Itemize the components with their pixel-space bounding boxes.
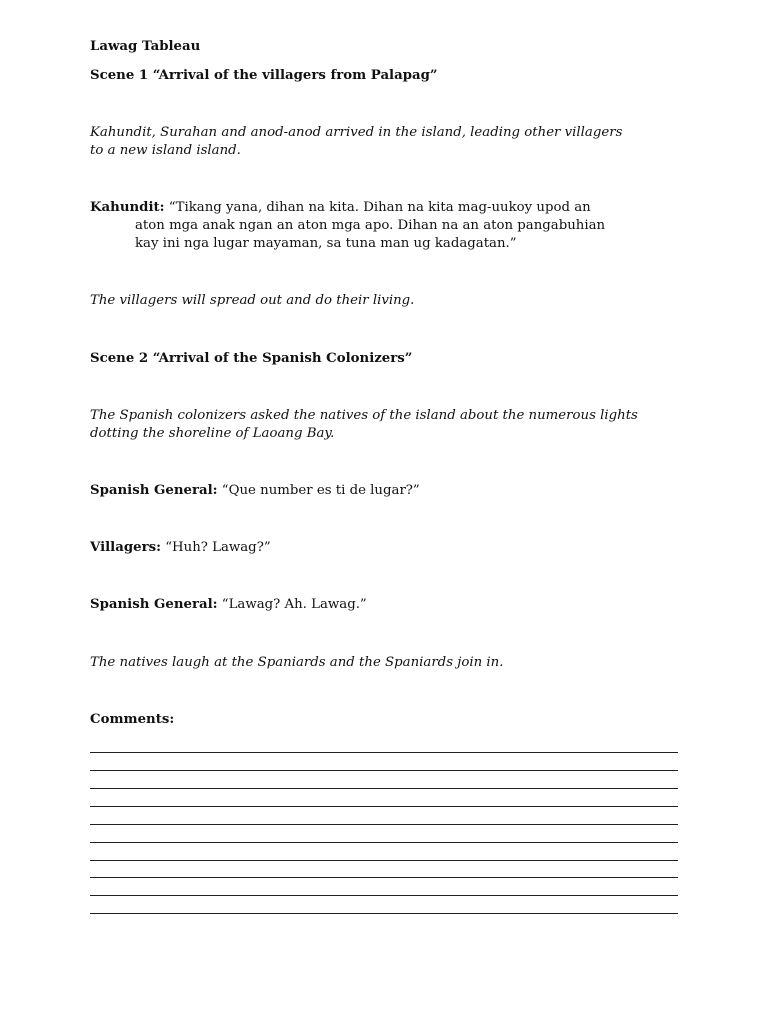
kahundit-dialogue-text: “Tikang yana, dihan na kita. Dihan na kita mag-uukoy upod an [164,200,591,215]
scene1-direction-line1: Kahundit, Surahan and anod-anod arrived in the island, leading other villagers [90,125,623,140]
scene2-direction2: The natives laugh at the Spaniards and the Spaniards join in. [90,655,504,670]
comment-line [90,824,678,825]
comment-line [90,806,678,807]
comment-line [90,788,678,789]
kahundit-dialogue-line2: aton mga anak ngan an aton mga apo. Dihan na an aton pangabuhian [135,218,606,233]
comment-line [90,842,678,843]
kahundit-dialogue-line1 [90,199,690,217]
scene1-direction-line2: to a new island island. [90,143,241,158]
scene2-heading: Scene 2 “Arrival of the Spanish Colonizers” [90,351,413,366]
spanish-general-text-1: “Que number es ti de lugar?” [217,483,420,498]
spanish-general-speaker-2: Spanish General: [90,597,218,612]
scene1-direction2: The villagers will spread out and do their living. [90,293,415,308]
comments-label: Comments: [90,712,175,727]
spanish-general-line2 [90,596,690,614]
spanish-general-speaker-1: Spanish General: [90,483,218,498]
comment-line [90,895,678,896]
kahundit-speaker: Kahundit: [90,200,165,215]
villagers-speaker: Villagers: [90,540,162,555]
scene1-heading: Scene 1 “Arrival of the villagers from Palapag” [90,68,438,83]
villagers-text: “Huh? Lawag?” [161,540,271,555]
comment-line [90,913,678,914]
spanish-general-text-2: “Lawag? Ah. Lawag.” [217,597,367,612]
scene2-direction-line2: dotting the shoreline of Laoang Bay. [90,426,335,441]
comment-line [90,860,678,861]
spanish-general-line1 [90,482,690,500]
scene2-direction-line1: The Spanish colonizers asked the natives of the island about the numerous lights [90,408,638,423]
comment-line [90,770,678,771]
kahundit-dialogue-line3: kay ini nga lugar mayaman, sa tuna man ug kadagatan.” [135,236,517,251]
comment-line [90,877,678,878]
villagers-line [90,539,690,557]
comment-line [90,752,678,753]
document-title: Lawag Tableau [90,39,201,54]
